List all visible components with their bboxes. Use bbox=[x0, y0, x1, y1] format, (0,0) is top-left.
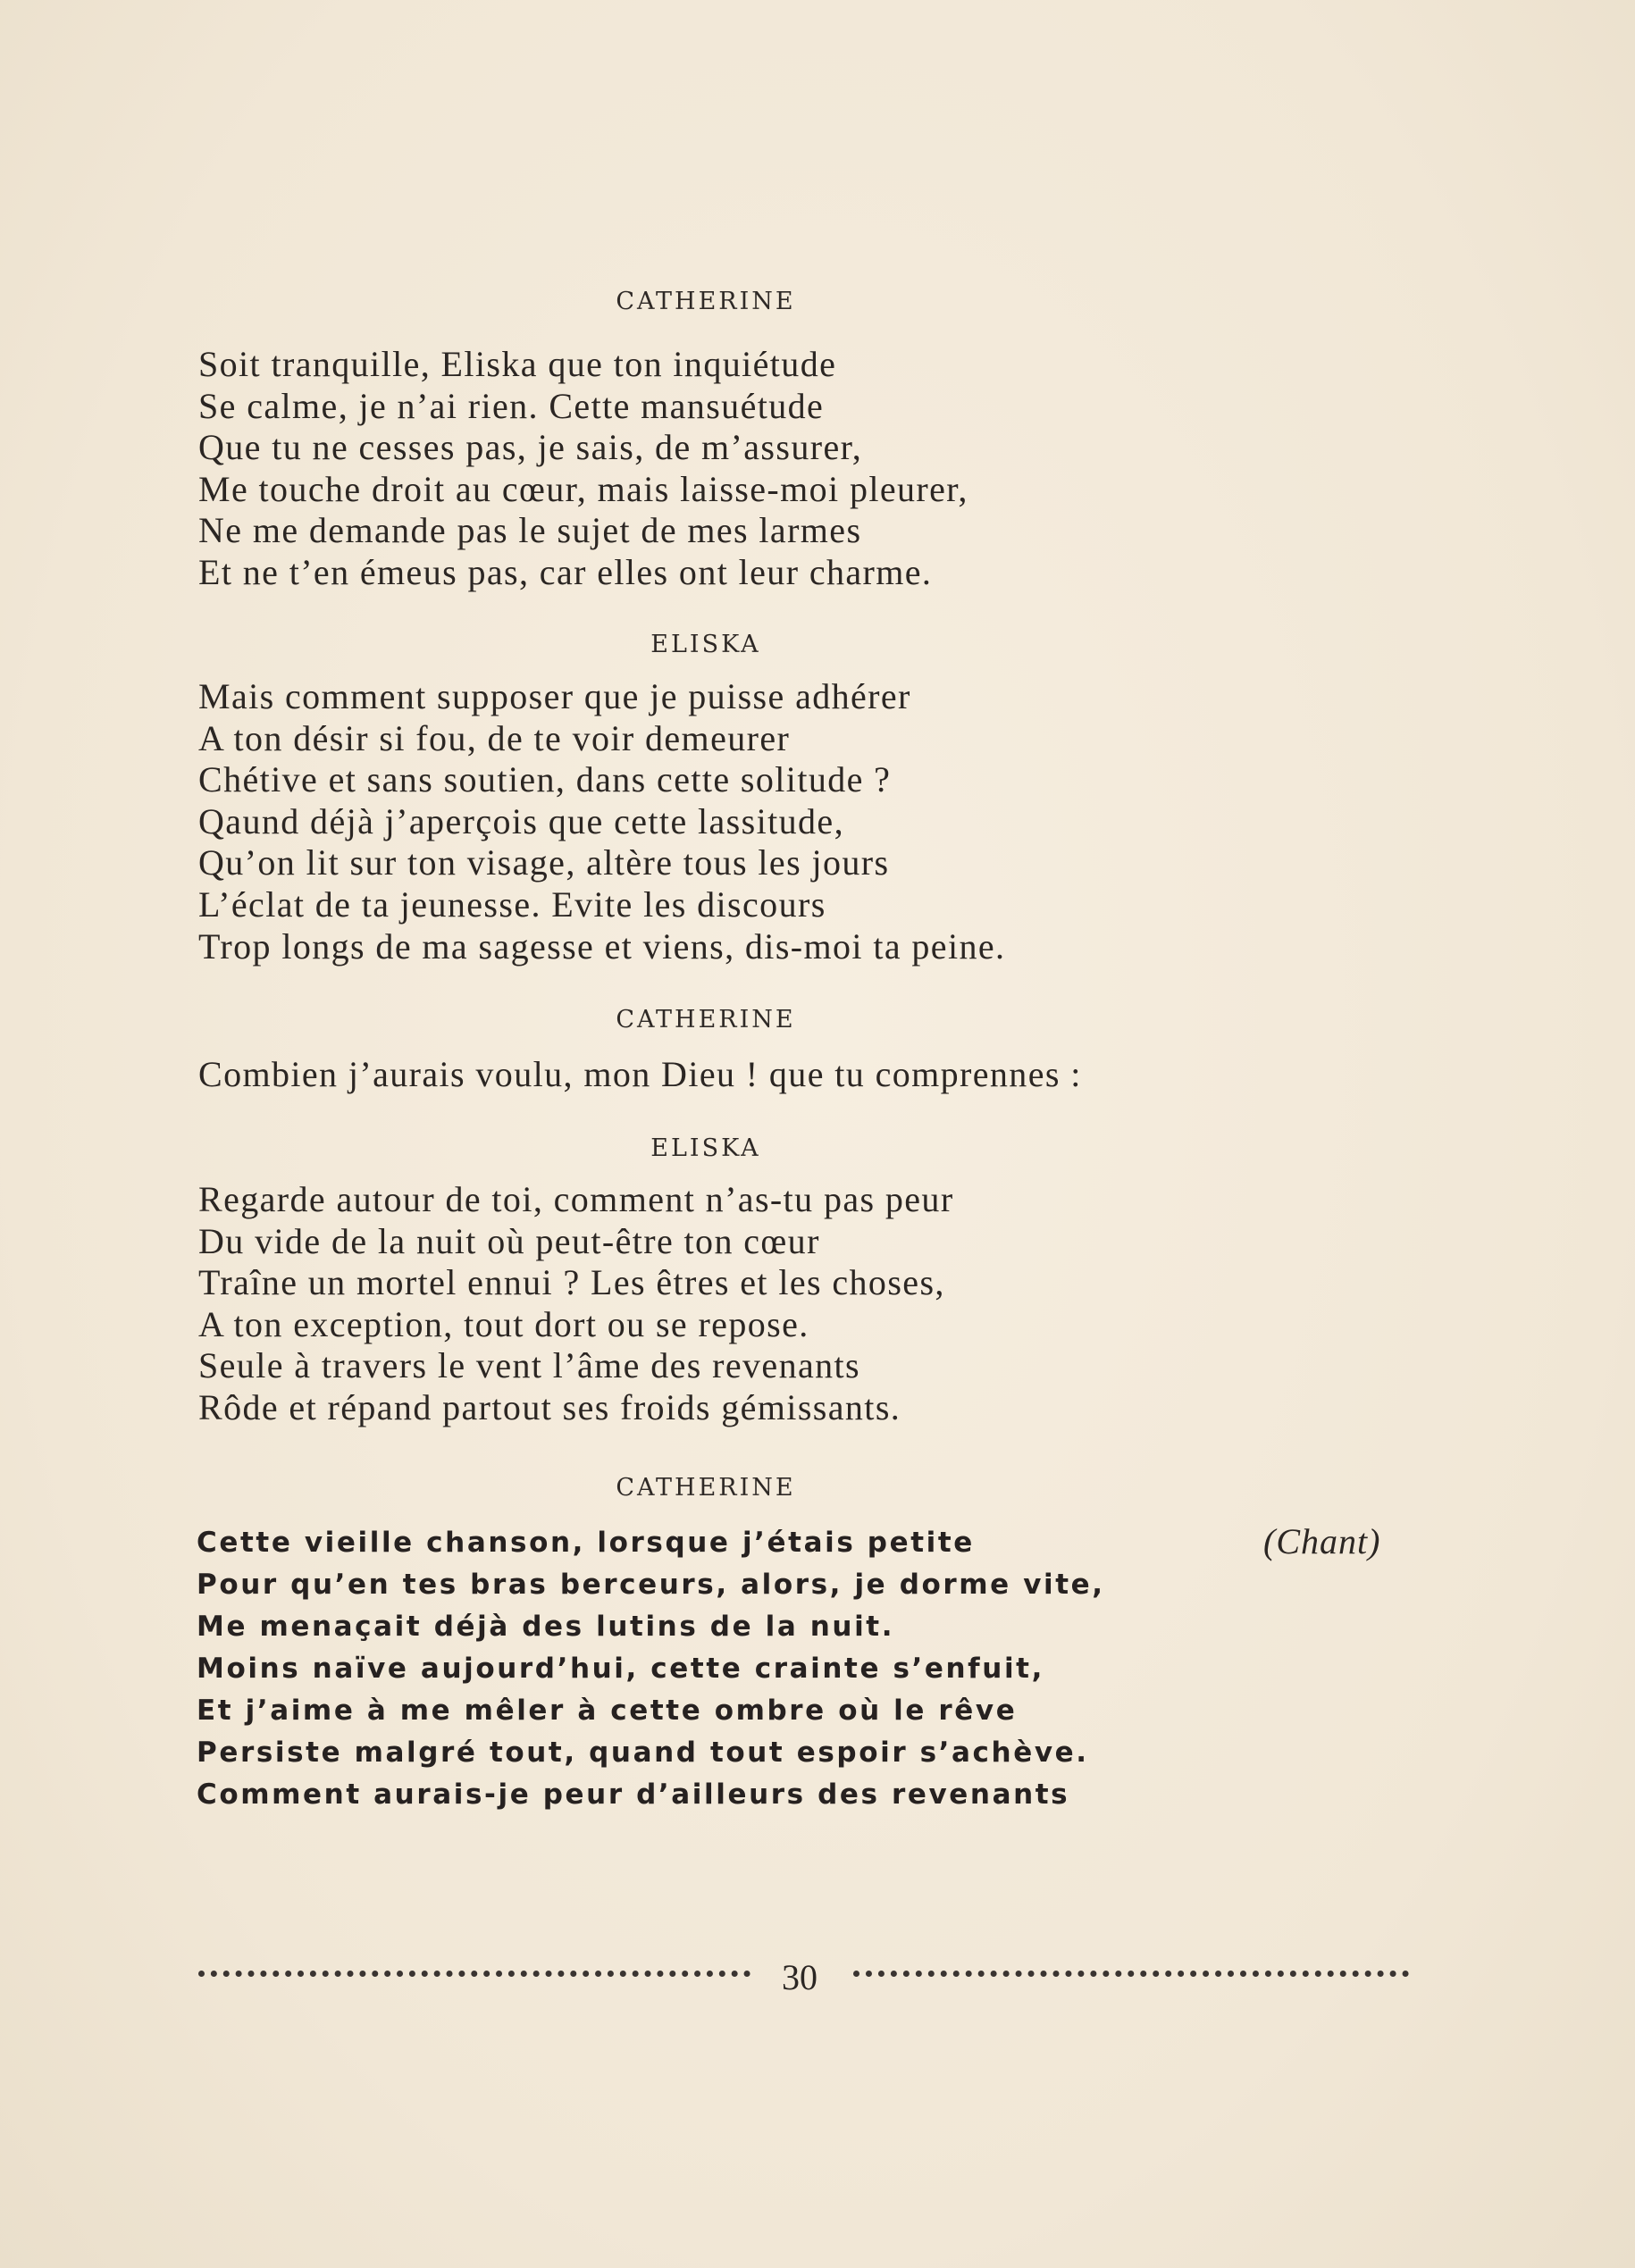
verse-line: Qu’on lit sur ton visage, altère tous les jours bbox=[198, 842, 890, 883]
verse-stanza bbox=[198, 1179, 954, 1429]
verse-line: Seule à travers le vent l’âme des revenants bbox=[198, 1345, 861, 1386]
verse-line: Traîne un mortel ennui ? Les êtres et les choses, bbox=[198, 1262, 945, 1303]
page-number: 30 bbox=[782, 1957, 818, 1997]
speaker-name: ELISKA bbox=[650, 1134, 761, 1162]
speaker-name: CATHERINE bbox=[616, 1006, 796, 1034]
speaker-name: ELISKA bbox=[650, 631, 761, 658]
verse-line: Que tu ne cesses pas, je sais, de m’assurer, bbox=[198, 427, 863, 468]
verse-stanza bbox=[198, 676, 1005, 967]
chant-line: Me menaçait déjà des lutins de la nuit. bbox=[197, 1611, 895, 1643]
verse-line: Me touche droit au cœur, mais laisse-moi pleurer, bbox=[198, 468, 968, 509]
footer-dotted-rule-left bbox=[198, 1971, 750, 1977]
verse-line: Soit tranquille, Eliska que ton inquiétude bbox=[198, 344, 837, 384]
verse-line: Mais comment supposer que je puisse adhérer bbox=[198, 676, 911, 716]
speaker-name: CATHERINE bbox=[616, 1474, 796, 1502]
speaker-name: CATHERINE bbox=[616, 288, 796, 315]
chant-stanza bbox=[197, 1522, 1105, 1816]
verse-stanza bbox=[198, 1054, 1082, 1096]
chant-line: Moins naïve aujourd’hui, cette crainte s’enfuit, bbox=[197, 1653, 1044, 1685]
stage-direction: (Chant) bbox=[1263, 1521, 1381, 1561]
chant-line: Cette vieille chanson, lorsque j’étais petite bbox=[197, 1527, 975, 1559]
verse-stanza bbox=[198, 344, 968, 594]
verse-line: A ton exception, tout dort ou se repose. bbox=[198, 1303, 809, 1344]
verse-line: Chétive et sans soutien, dans cette solitude ? bbox=[198, 759, 892, 800]
verse-line: Trop longs de ma sagesse et viens, dis-moi ta peine. bbox=[198, 925, 1006, 967]
verse-line: Regarde autour de toi, comment n’as-tu pas peur bbox=[198, 1179, 954, 1219]
chant-line: Persiste malgré tout, quand tout espoir s’achève. bbox=[197, 1737, 1089, 1769]
verse-line: Et ne t’en émeus pas, car elles ont leur charme. bbox=[198, 551, 933, 592]
footer-dotted-rule-right bbox=[853, 1971, 1409, 1977]
chant-line: Et j’aime à me mêler à cette ombre où le rêve bbox=[197, 1695, 1018, 1727]
chant-line: Pour qu’en tes bras berceurs, alors, je dorme vite, bbox=[197, 1569, 1105, 1601]
verse-line: Rôde et répand partout ses froids gémissants. bbox=[198, 1386, 901, 1427]
chant-line: Comment aurais-je peur d’ailleurs des revenants bbox=[197, 1778, 1070, 1811]
verse-line: Ne me demande pas le sujet de mes larmes bbox=[198, 510, 862, 551]
verse-line: Qaund déjà j’aperçois que cette lassitude, bbox=[198, 800, 844, 841]
verse-line: Du vide de la nuit où peut-être ton cœur bbox=[198, 1220, 820, 1261]
verse-line: Se calme, je n’ai rien. Cette mansuétude bbox=[198, 385, 825, 426]
verse-line: L’éclat de ta jeunesse. Evite les discours bbox=[198, 883, 826, 925]
verse-line: A ton désir si fou, de te voir demeurer bbox=[198, 717, 791, 758]
verse-line: Combien j’aurais voulu, mon Dieu ! que tu comprennes : bbox=[198, 1054, 1082, 1094]
